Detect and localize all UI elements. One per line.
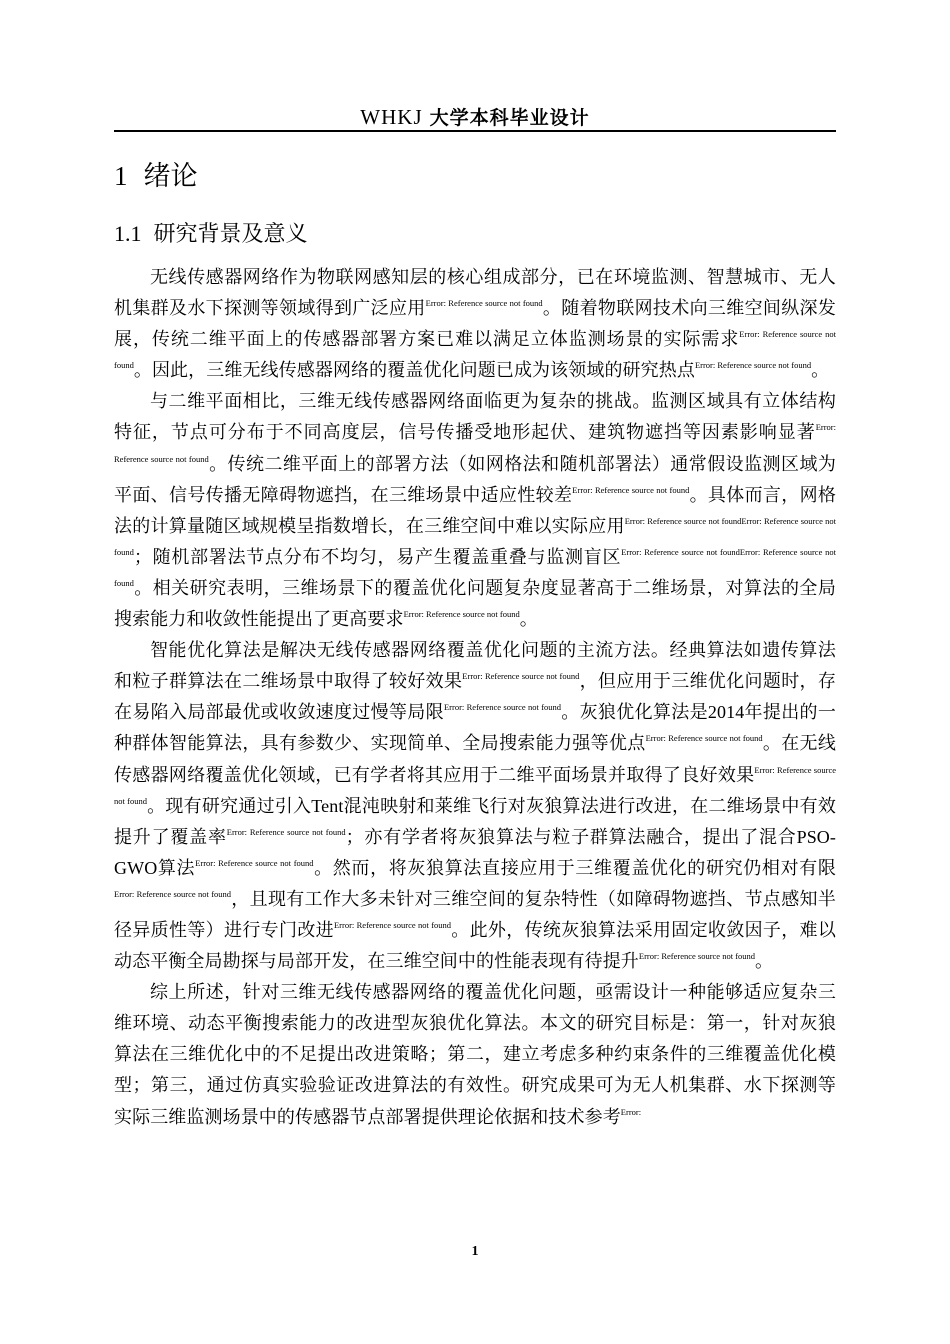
text-run: 。此外，传统灰狼算法采用固定收敛因子，难以动态平衡全局勘探与局部开发，在三维空间中的性能表现有待提升 [114,919,836,973]
text-run: 与二维平面相比，三维无线传感器网络面临更为复杂的挑战。监测区域具有立体结构特征，节点可分布于不同高度层，信号传播受地形起伏、建筑物遮挡等因素影响显著 [114,391,836,444]
citation-marker: Error: Reference source not found [403,609,520,620]
tent-text: Tent [311,795,344,816]
citation-marker: Error: Reference source not found [114,515,837,557]
header-title: 大学本科毕业设计 [429,107,590,129]
text-run: ，且现有工作大多未针对三维空间的复杂特性（如障碍物遮挡、节点感知半径异质性等）进行专门改进 [114,888,836,941]
paragraph-1 [114,262,836,386]
text-run: 。现有研究通过引入 [146,795,312,817]
text-run: ；随机部署法节点分布不均匀，易产生覆盖重叠与监测盲区 [133,546,622,568]
section-title: 研究背景及意义 [153,222,308,247]
body-text [114,262,836,1133]
text-run: 。然而，将灰狼算法直接应用于三维覆盖优化的研究仍相对有限 [313,857,837,879]
text-run: 算法 [157,857,196,879]
citation-marker: Error: Reference source not found [425,298,543,309]
text-run: 。 [811,360,830,382]
header-school-code: WHKJ [360,105,423,129]
text-run: 。 [755,951,774,973]
citation-marker: Error: Reference source not found [645,733,763,744]
citation-marker: Error: [620,1106,642,1117]
text-run: 年提出的一种群体智能算法，具有参数少、实现简单、全局搜索能力强等优点 [114,702,836,755]
text-run: 。灰狼优化算法是 [561,702,708,724]
citation-marker: Error: Reference source not found [443,702,562,713]
citation-marker: Error: Reference source not found [694,360,812,371]
section-number: 1.1 [114,221,142,246]
text-run: 混沌映射和莱维飞行对灰狼算法进行改进，在二维场景中有效提升了覆盖率 [114,795,836,848]
year-text: 2014 [707,702,745,723]
text-run: 。相关研究表明，三维场景下的覆盖优化问题复杂度显著高于二维场景，对算法的全局搜索能力和收敛性能提出了更高要求 [114,577,836,631]
text-run: ；亦有学者将灰狼算法与粒子群算法融合，提出了混合 [345,826,797,848]
text-run: 综上所述，针对三维无线传感器网络的覆盖优化问题，亟需设计一种能够适应复杂三维环境、动态平衡搜索能力的改进型灰狼优化算法。本文的研究目标是：第一，针对灰狼算法在三维优化中的不足提出改进策略；第二，建立考虑多种约束条件的三维覆盖优化模型；第三，通过仿真实验验证改进算法的有效性。研究成果可为无人机集群、水下探测等实际三维监测场景中的传感器节点部署提供理论依据和技术参考 [114,982,836,1128]
text-run: 无线传感器网络作为物联网感知层的核心组成部分，已在环境监测、智慧城市、无人机集群及水下探测等领域得到广泛应用 [114,267,836,320]
citation-marker: Error: Reference source not found [624,515,742,526]
citation-marker: Error: Reference source not found [462,671,580,682]
text-run: ，但应用于三维优化问题时，存在易陷入局部最优或收敛速度过慢等局限 [114,671,836,724]
pso-gwo-text: PSO-GWO [114,826,836,878]
citation-marker: Error: Reference source not found [638,951,756,962]
citation-marker: Error: Reference source not found [226,826,346,837]
citation-marker: Error: Reference source not found [114,422,836,464]
chapter-heading [114,158,198,195]
paragraph-2 [114,386,836,635]
citation-marker: Error: Reference source not found [114,764,836,806]
paragraph-3 [114,635,836,977]
header-rule [114,130,836,132]
section-heading [114,218,308,251]
citation-marker: Error: Reference source not found [621,546,740,557]
running-header [114,104,836,131]
paragraph-4 [114,977,836,1132]
citation-marker: Error: Reference source not found [114,546,836,588]
text-run: 。 [519,609,538,631]
text-run: 。随着物联网技术向三维空间纵深发展，传统二维平面上的传感器部署方案已难以满足立体监测场景的实际需求 [114,298,836,351]
text-run: 。具体而言，网格法的计算量随区域规模呈指数增长，在三维空间中难以实际应用 [114,484,836,537]
chapter-title: 绪论 [143,161,198,192]
citation-marker: Error: Reference source not found [572,484,690,495]
chapter-number: 1 [114,161,128,191]
text-run: 智能优化算法是解决无线传感器网络覆盖优化问题的主流方法。经典算法如遗传算法和粒子群算法在二维场景中取得了较好效果 [114,640,836,693]
text-run: 。在无线传感器网络覆盖优化领域，已有学者将其应用于二维平面场景并取得了良好效果 [114,733,836,786]
citation-marker: Error: Reference source not found [195,857,314,868]
citation-marker: Error: Reference source not found [114,329,837,371]
text-run: 。传统二维平面上的部署方法（如网格法和随机部署法）通常假设监测区域为平面、信号传播无障碍物遮挡，在三维场景中适应性较差 [114,453,836,506]
page-number: 1 [471,1244,479,1259]
text-run: 。因此，三维无线传感器网络的覆盖优化问题已成为该领域的研究热点 [133,360,695,382]
citation-marker: Error: Reference source not found [333,919,452,930]
citation-marker: Error: Reference source not found [114,888,232,899]
